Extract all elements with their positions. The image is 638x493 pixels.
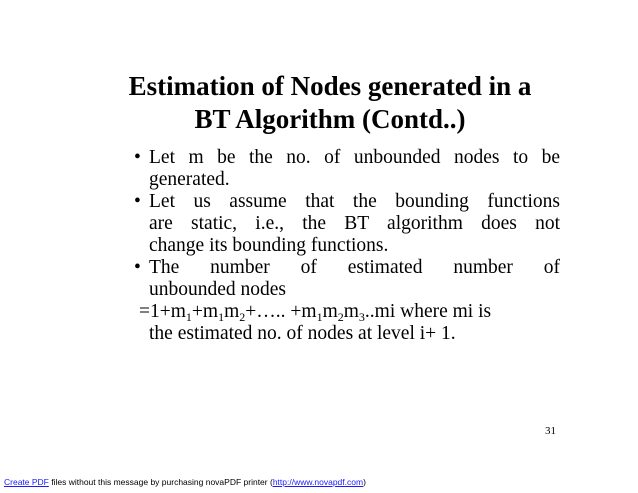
formula-line-2: the estimated no. of nodes at level i+ 1. xyxy=(149,323,456,344)
footer-notice xyxy=(4,477,366,487)
bullet-line: are static, i.e., the BT algorithm does not xyxy=(149,213,560,234)
bullet-item xyxy=(128,257,560,301)
bullet-text xyxy=(149,257,560,301)
formula-line-1: $=1+m_1+m_1m_2+\dots$.. $+m_1m_2m_3..mi$ where mi is xyxy=(139,301,492,324)
bullet-line: change its bounding functions. xyxy=(149,235,389,256)
slide-content xyxy=(128,147,560,345)
slide-title xyxy=(60,70,600,136)
bullet-line: generated. xyxy=(149,169,230,190)
bullet-marker: • xyxy=(134,147,141,168)
bullet-line: The number of estimated number of xyxy=(149,257,560,278)
formula xyxy=(128,301,560,345)
create-pdf-link[interactable]: Create PDF xyxy=(4,477,49,487)
bullet-marker: • xyxy=(134,191,141,212)
page-number: 31 xyxy=(545,425,556,437)
bullet-item xyxy=(128,191,560,257)
bullet-item xyxy=(128,147,560,191)
bullet-line: Let m be the no. of unbounded nodes to be xyxy=(149,147,560,168)
bullet-text xyxy=(149,147,560,191)
bullet-marker: • xyxy=(134,257,141,278)
footer-text-end: ) xyxy=(363,477,366,487)
footer-text: files without this message by purchasing novaPDF printer ( xyxy=(48,477,273,487)
slide-title-line-1: Estimation of Nodes generated in a xyxy=(128,71,532,101)
novapdf-url-link[interactable]: http://www.novapdf.com xyxy=(272,477,364,487)
bullet-text xyxy=(149,191,560,257)
bullet-line: unbounded nodes xyxy=(149,279,287,300)
slide-title-line-2: BT Algorithm (Contd..) xyxy=(194,104,466,134)
bullet-line: Let us assume that the bounding functions xyxy=(149,191,560,212)
